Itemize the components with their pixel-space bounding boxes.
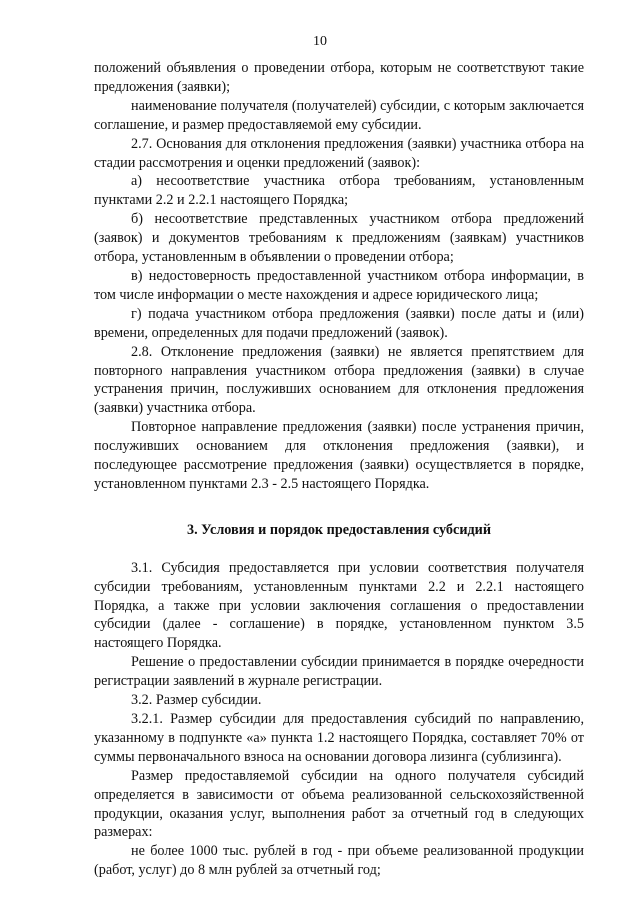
paragraph: положений объявления о проведении отбора, которым не соответствуют такие предложения (заявки); xyxy=(94,60,584,95)
paragraph: а) несоответствие участника отбора требованиям, установленным пунктами 2.2 и 2.2.1 настоящего Порядка; xyxy=(94,173,584,209)
paragraph: Повторное направление предложения (заявки) после устранения причин, послуживших основанием для отклонения предложения (заявки), и последующее рассмотрение предложения (заявки) осуществляется в порядке, установленном пунктами 2.3 - 2.5 настоящего Порядка. xyxy=(94,419,584,492)
paragraph: Размер предоставляемой субсидии на одного получателя субсидий определяется в зависимости от объема реализованной сельскохозяйственной продукции, оказания услуг, выполнения работ за отчетный год в следующих размерах: xyxy=(94,767,584,841)
page-number: 10 xyxy=(313,34,327,49)
paragraph: Решение о предоставлении субсидии принимается в порядке очередности регистрации заявлений в журнале регистрации. xyxy=(94,654,584,690)
document-body xyxy=(94,59,584,880)
paragraph: наименование получателя (получателей) субсидии, с которым заключается соглашение, и размер предоставляемой ему субсидии. xyxy=(94,97,584,133)
paragraph: не более 1000 тыс. рублей в год - при объеме реализованной продукции (работ, услуг) до 8 млн рублей за отчетный год; xyxy=(94,843,584,879)
paragraph: 2.8. Отклонение предложения (заявки) не является препятствием для повторного направления участником отбора предложения (заявки) в случае устранения причин, послуживших основанием для отклонения предложения (заявки) участника отбора. xyxy=(94,343,584,417)
paragraph: б) несоответствие представленных участником отбора предложений (заявок) и документов требованиям к предложениям (заявкам) участников отбора, установленным в объявлении о проведении отбора; xyxy=(94,211,584,266)
paragraph: 3.2.1. Размер субсидии для предоставления субсидий по направлению, указанному в подпункте «а» пункта 1.2 настоящего Порядка, составляет 70% от суммы первоначального взноса на основании договора лизинга (сублизинга). xyxy=(94,711,584,765)
paragraph: г) подача участником отбора предложения (заявки) после даты и (или) времени, определенных для подачи предложений (заявок). xyxy=(94,305,584,341)
section-heading: 3. Условия и порядок предоставления субсидий xyxy=(186,521,492,538)
paragraph: 3.2. Размер субсидии. xyxy=(131,692,262,709)
paragraph: 3.1. Субсидия предоставляется при условии соответствия получателя субсидии требованиям, установленным пунктами 2.2 и 2.2.1 настоящего Порядка, а также при условии заключения соглашения о предоставлении субсидии (далее - соглашение) в порядке, установленном пунктом 3.5 настоящего Порядка. xyxy=(94,559,584,652)
paragraph: в) недостоверность предоставленной участником отбора информации, в том числе информации о месте нахождения и адресе юридического лица; xyxy=(94,267,584,303)
paragraph: 2.7. Основания для отклонения предложения (заявки) участника отбора на стадии рассмотрения и оценки предложений (заявок): xyxy=(94,135,584,171)
